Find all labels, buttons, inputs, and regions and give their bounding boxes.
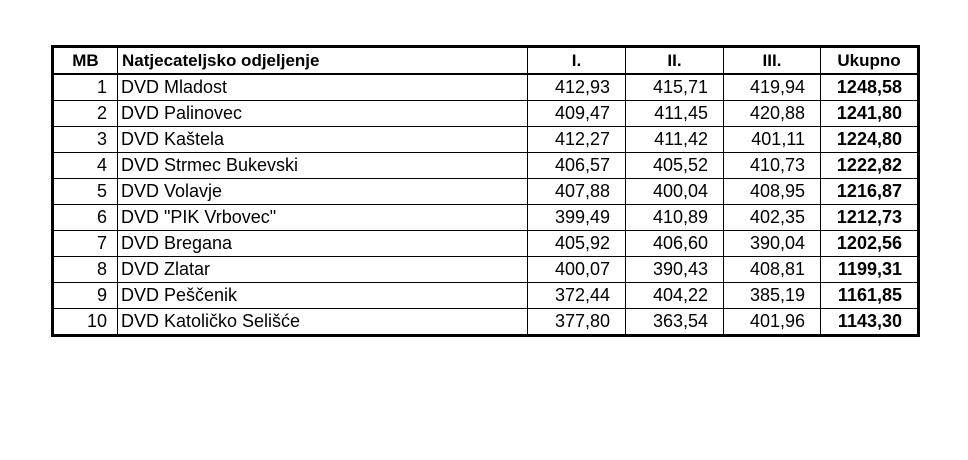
row-rank: 10 <box>53 309 118 336</box>
header-round-1: I. <box>528 47 626 75</box>
header-mb: MB <box>53 47 118 75</box>
row-total-score: 1241,80 <box>821 101 919 127</box>
row-rank: 8 <box>53 257 118 283</box>
row-round-3-score: 402,35 <box>724 205 821 231</box>
row-round-2-score: 410,89 <box>626 205 724 231</box>
table-row <box>53 309 919 336</box>
row-total-score: 1222,82 <box>821 153 919 179</box>
row-team-name: DVD Strmec Bukevski <box>118 153 528 179</box>
row-team-name: DVD Katoličko Selišće <box>118 309 528 336</box>
row-round-3-score: 419,94 <box>724 74 821 101</box>
table-body <box>53 74 919 336</box>
row-total-score: 1212,73 <box>821 205 919 231</box>
results-table <box>51 45 920 337</box>
table-row <box>53 205 919 231</box>
row-total-score: 1202,56 <box>821 231 919 257</box>
table-row <box>53 179 919 205</box>
row-rank: 3 <box>53 127 118 153</box>
header-total: Ukupno <box>821 47 919 75</box>
row-team-name: DVD "PIK Vrbovec" <box>118 205 528 231</box>
table-row <box>53 101 919 127</box>
row-round-3-score: 408,81 <box>724 257 821 283</box>
row-round-1-score: 412,93 <box>528 74 626 101</box>
row-round-1-score: 399,49 <box>528 205 626 231</box>
header-round-2: II. <box>626 47 724 75</box>
row-round-1-score: 400,07 <box>528 257 626 283</box>
row-round-2-score: 415,71 <box>626 74 724 101</box>
row-round-3-score: 410,73 <box>724 153 821 179</box>
row-team-name: DVD Bregana <box>118 231 528 257</box>
row-round-2-score: 404,22 <box>626 283 724 309</box>
row-rank: 5 <box>53 179 118 205</box>
row-team-name: DVD Peščenik <box>118 283 528 309</box>
row-team-name: DVD Kaštela <box>118 127 528 153</box>
table-row <box>53 127 919 153</box>
table-row <box>53 74 919 101</box>
row-round-1-score: 405,92 <box>528 231 626 257</box>
row-round-3-score: 385,19 <box>724 283 821 309</box>
row-total-score: 1161,85 <box>821 283 919 309</box>
row-round-3-score: 401,11 <box>724 127 821 153</box>
row-round-2-score: 406,60 <box>626 231 724 257</box>
row-rank: 6 <box>53 205 118 231</box>
table-row <box>53 283 919 309</box>
row-round-2-score: 411,45 <box>626 101 724 127</box>
row-round-2-score: 363,54 <box>626 309 724 336</box>
row-round-2-score: 405,52 <box>626 153 724 179</box>
header-team-name: Natjecateljsko odjeljenje <box>118 47 528 75</box>
header-row <box>53 47 919 75</box>
row-total-score: 1216,87 <box>821 179 919 205</box>
row-team-name: DVD Palinovec <box>118 101 528 127</box>
row-round-1-score: 377,80 <box>528 309 626 336</box>
row-team-name: DVD Volavje <box>118 179 528 205</box>
table-row <box>53 231 919 257</box>
row-total-score: 1248,58 <box>821 74 919 101</box>
row-total-score: 1143,30 <box>821 309 919 336</box>
row-round-1-score: 412,27 <box>528 127 626 153</box>
row-round-3-score: 420,88 <box>724 101 821 127</box>
row-round-1-score: 372,44 <box>528 283 626 309</box>
row-team-name: DVD Mladost <box>118 74 528 101</box>
table-row <box>53 257 919 283</box>
row-round-1-score: 409,47 <box>528 101 626 127</box>
row-round-1-score: 406,57 <box>528 153 626 179</box>
row-rank: 1 <box>53 74 118 101</box>
row-total-score: 1199,31 <box>821 257 919 283</box>
row-round-3-score: 390,04 <box>724 231 821 257</box>
row-rank: 7 <box>53 231 118 257</box>
row-rank: 2 <box>53 101 118 127</box>
table-header <box>53 47 919 75</box>
row-rank: 4 <box>53 153 118 179</box>
table-row <box>53 153 919 179</box>
row-round-2-score: 390,43 <box>626 257 724 283</box>
row-round-3-score: 401,96 <box>724 309 821 336</box>
row-round-3-score: 408,95 <box>724 179 821 205</box>
row-round-2-score: 411,42 <box>626 127 724 153</box>
header-round-3: III. <box>724 47 821 75</box>
row-rank: 9 <box>53 283 118 309</box>
row-round-2-score: 400,04 <box>626 179 724 205</box>
row-round-1-score: 407,88 <box>528 179 626 205</box>
row-total-score: 1224,80 <box>821 127 919 153</box>
row-team-name: DVD Zlatar <box>118 257 528 283</box>
